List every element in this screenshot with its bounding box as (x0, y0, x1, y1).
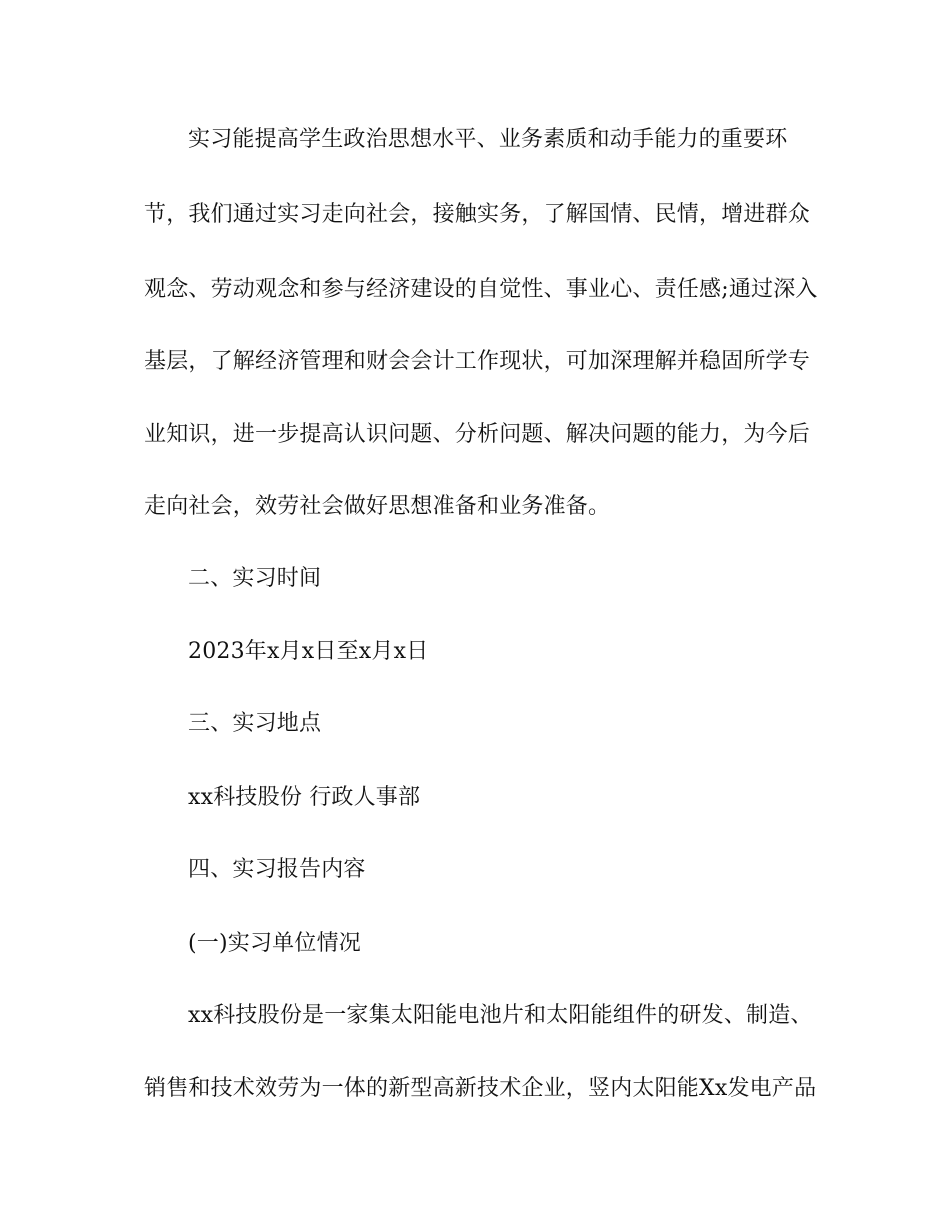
paragraph-line: 销售和技术效劳为一体的新型高新技术企业，竖内太阳能Xx发电产品 (144, 1076, 817, 1101)
paragraph-line: 实习能提高学生政治思想水平、业务素质和动手能力的重要环 (188, 127, 788, 152)
section-heading-location: 三、实习地点 (188, 711, 322, 736)
internship-dates: 2023年x月x日至x月x日 (188, 639, 429, 664)
subsection-heading: (一)实习单位情况 (188, 931, 361, 956)
section-heading-time: 二、实习时间 (188, 566, 322, 591)
paragraph-line: 走向社会，效劳社会做好思想准备和业务准备。 (144, 494, 611, 519)
section-heading-report: 四、实习报告内容 (188, 857, 366, 882)
paragraph-line: 基层，了解经济管理和财会会计工作现状，可加深理解并稳固所学专 (144, 349, 811, 374)
paragraph-line: 观念、劳动观念和参与经济建设的自觉性、事业心、责任感;通过深入 (144, 277, 818, 302)
internship-location: xx科技股份 行政人事部 (188, 785, 421, 810)
paragraph-line: 节，我们通过实习走向社会，接触实务，了解国情、民情，增进群众 (144, 202, 811, 227)
paragraph-line: xx科技股份是一家集太阳能电池片和太阳能组件的研发、制造、 (188, 1003, 813, 1028)
paragraph-line: 业知识，进一步提高认识问题、分析问题、解决问题的能力，为今后 (144, 422, 811, 447)
